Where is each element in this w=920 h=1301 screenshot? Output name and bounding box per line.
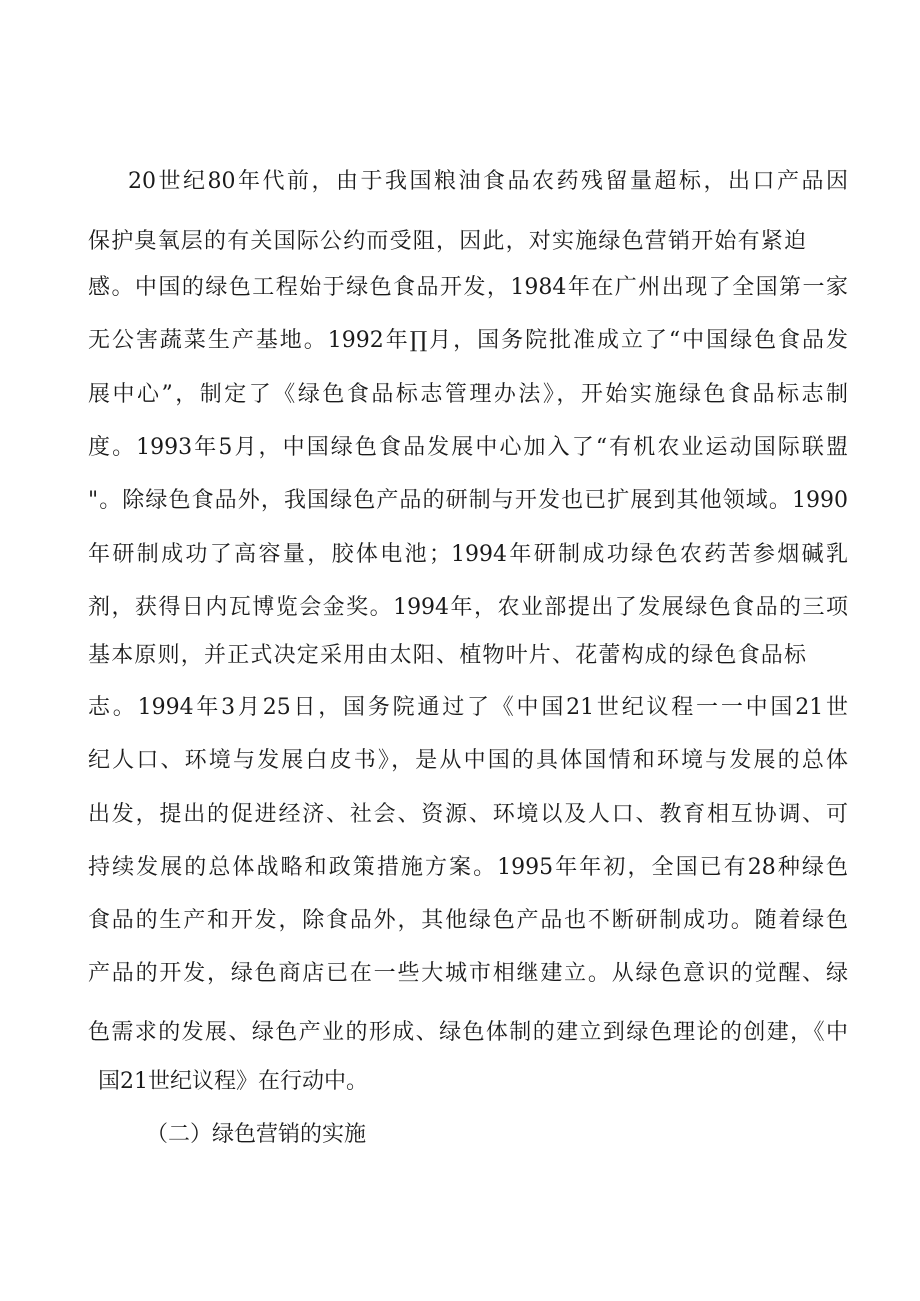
paragraph-line-6: 度。1993年5月，中国绿色食品发展中心加入了“有机农业运动国际联盟 <box>88 435 848 460</box>
paragraph-line-2: 保护臭氧层的有关国际公约而受阻，因此，对实施绿色营销开始有紧迫 <box>88 229 806 254</box>
paragraph-line-8: 年研制成功了高容量，胶体电池；1994年研制成功绿色农药苦参烟碱乳 <box>88 542 848 567</box>
paragraph-line-4: 无公害蔬菜生产基地。1992年∏月，国务院批准成立了“中国绿色食品发 <box>88 328 848 353</box>
paragraph-line-14: 持续发展的总体战略和政策措施方案。1995年年初，全国已有28种绿色 <box>88 855 848 880</box>
paragraph-line-15: 食品的生产和开发，除食品外，其他绿色产品也不断研制成功。随着绿色 <box>88 908 848 933</box>
paragraph-line-16: 产品的开发，绿色商店已在一些大城市相继建立。从绿色意识的觉醒、绿 <box>88 961 848 986</box>
paragraph-line-9: 剂，获得日内瓦博览会金奖。1994年，农业部提出了发展绿色食品的三项 <box>88 595 848 620</box>
paragraph-line-10: 基本原则，并正式决定采用由太阳、植物叶片、花蕾构成的绿色食品标 <box>88 643 806 668</box>
paragraph-line-5: 展中心”，制定了《绿色食品标志管理办法》，开始实施绿色食品标志制 <box>88 382 848 407</box>
section-heading: （二）绿色营销的实施 <box>146 1122 367 1147</box>
paragraph-line-13: 出发，提出的促进经济、社会、资源、环境以及人口、教育相互协调、可 <box>88 802 848 827</box>
paragraph-line-1: 20世纪80年代前，由于我国粮油食品农药残留量超标，出口产品因 <box>128 169 848 194</box>
paragraph-line-7: "。除绿色食品外，我国绿色产品的研制与开发也已扩展到其他领域。1990 <box>88 488 848 513</box>
paragraph-line-17: 色需求的发展、绿色产业的形成、绿色体制的建立到绿色理论的创建，《中 <box>88 1020 848 1045</box>
paragraph-line-3: 感。中国的绿色工程始于绿色食品开发，1984年在广州出现了全国第一家 <box>88 275 848 300</box>
paragraph-line-18: 国21世纪议程》在行动中。 <box>98 1069 368 1094</box>
paragraph-line-12: 纪人口、环境与发展白皮书》，是从中国的具体国情和环境与发展的总体 <box>88 748 848 773</box>
paragraph-line-11: 志。1994年3月25日，国务院通过了《中国21世纪议程一一中国21世 <box>88 695 848 720</box>
